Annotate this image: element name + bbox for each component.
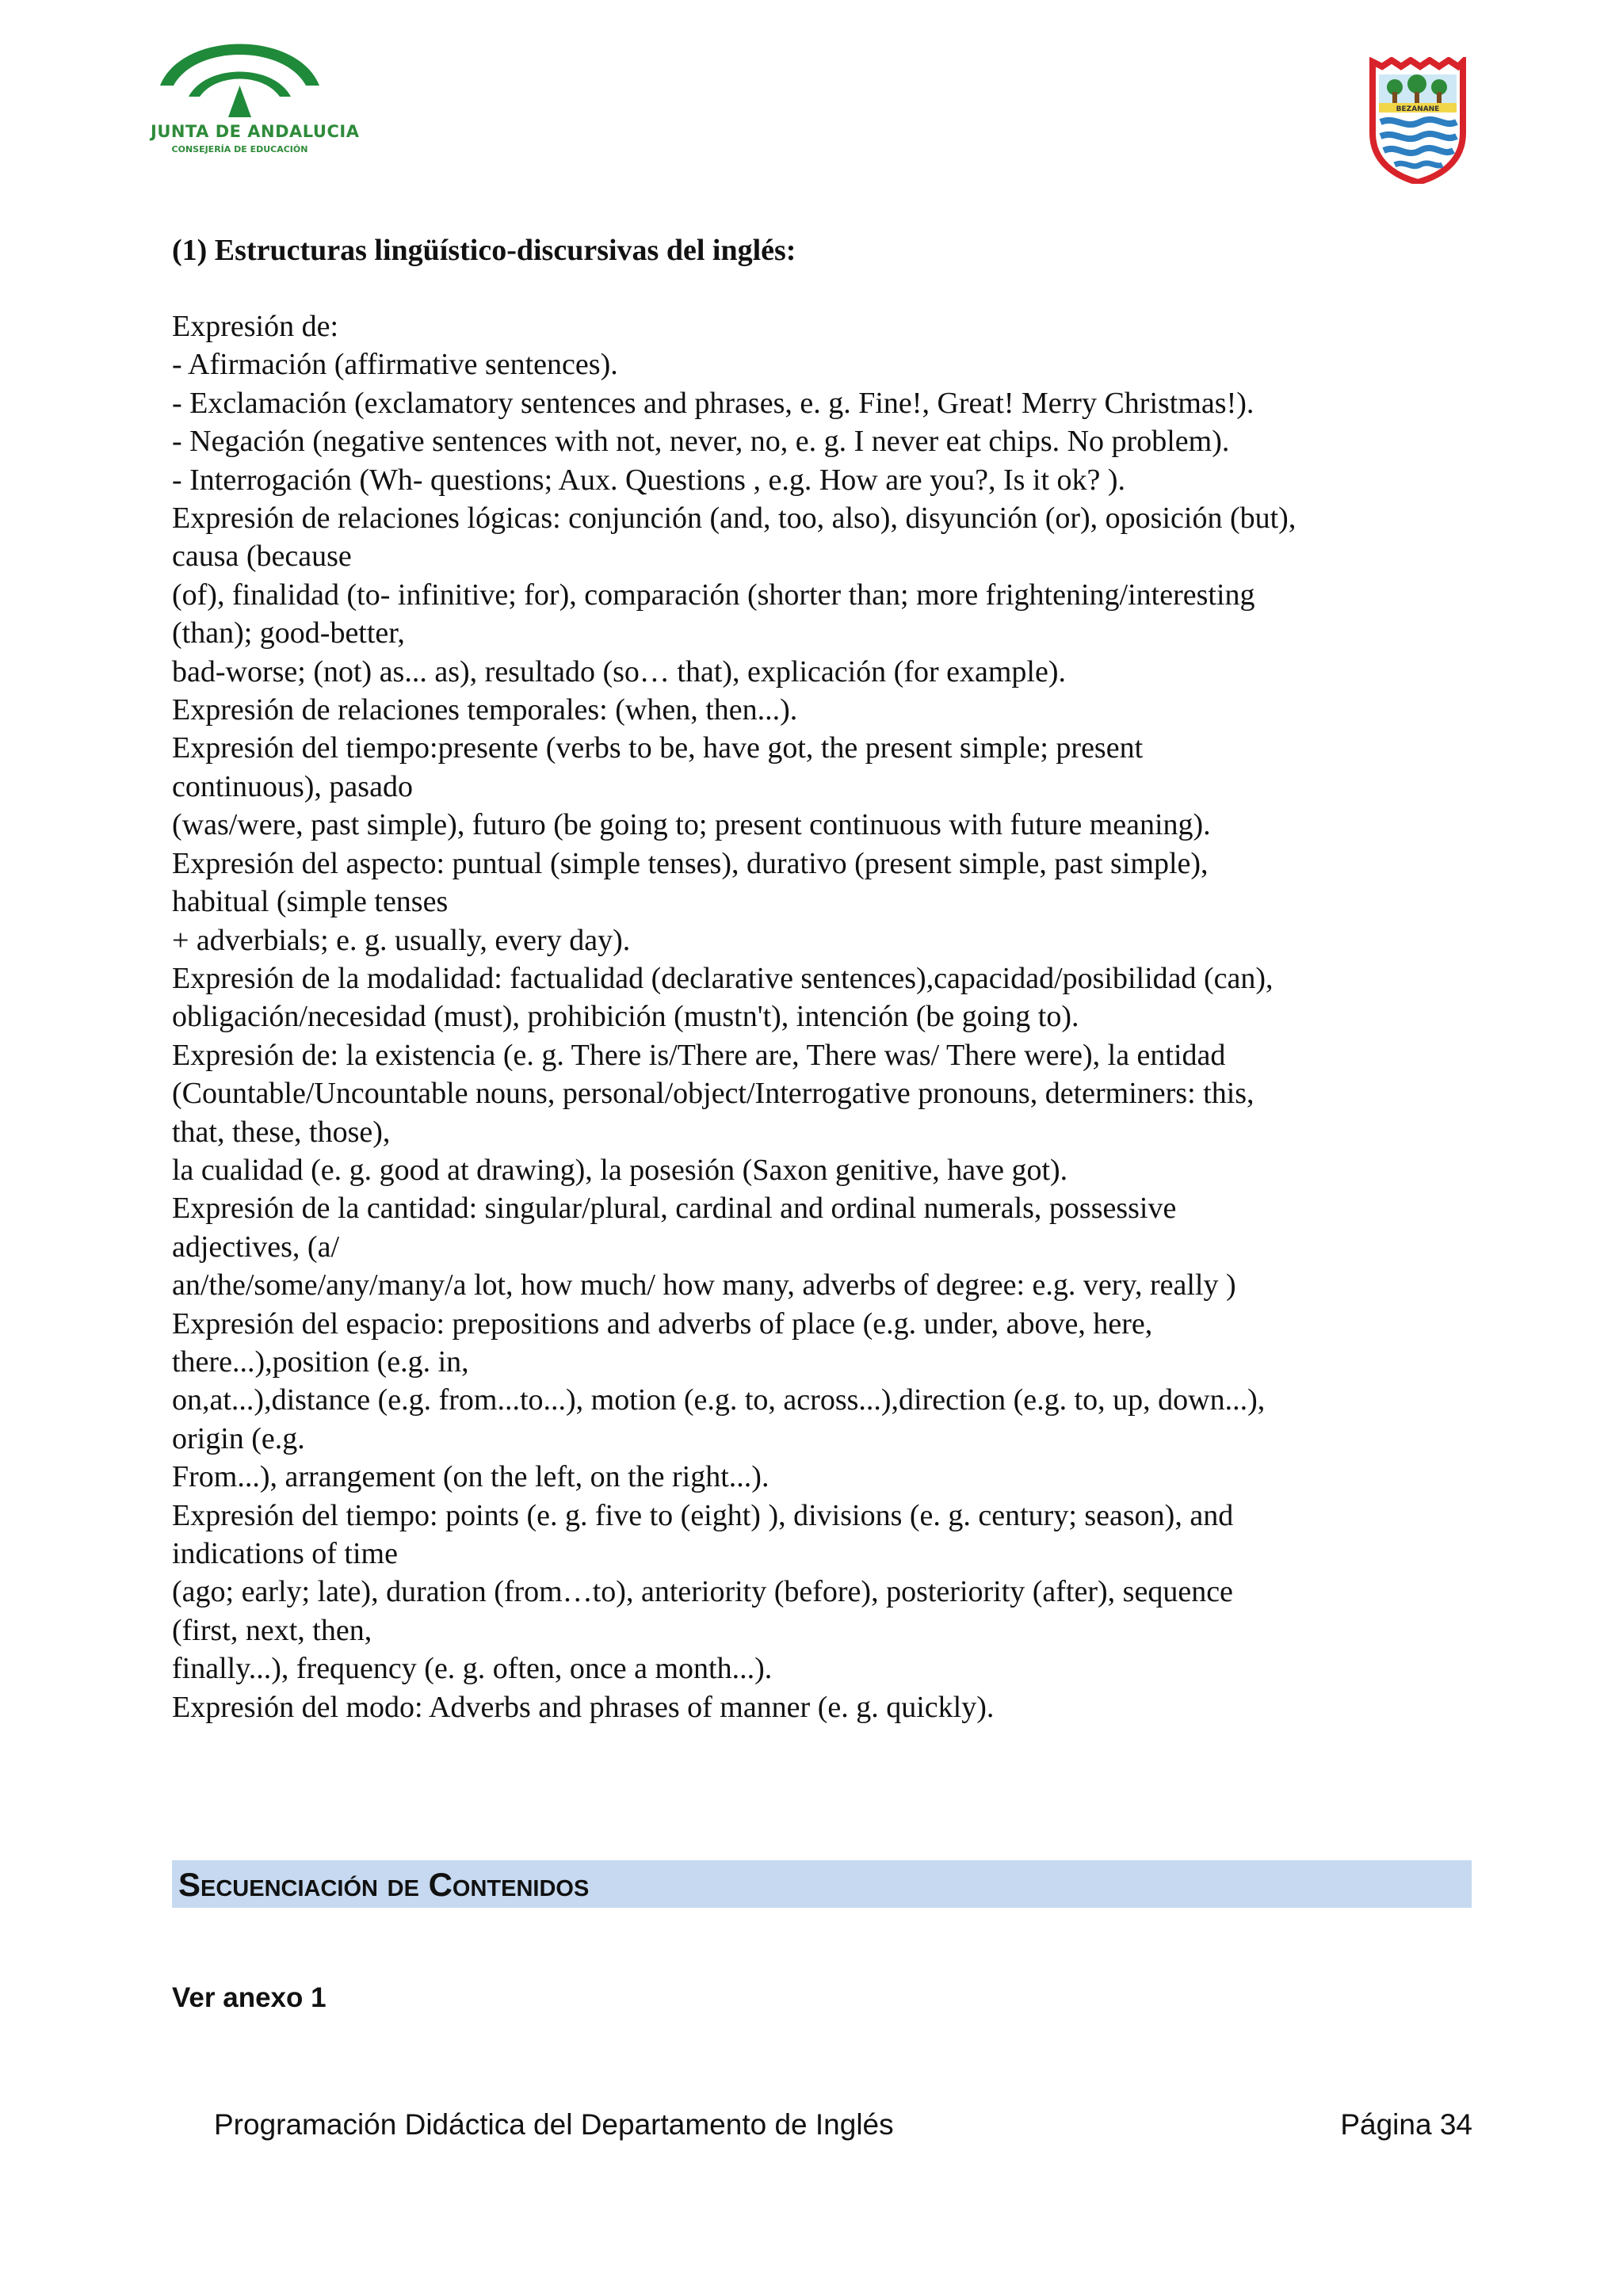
crest-shield-icon: [1368, 57, 1468, 184]
body-line: - Negación (negative sentences with not, never, no, e. g. I never eat chips. No problem).: [172, 425, 1230, 459]
body-line: (first, next, then,: [172, 1613, 372, 1647]
body-line: Expresión del tiempo: points (e. g. five to (eight) ), divisions (e. g. century; season), and: [172, 1498, 1234, 1532]
crest-text: BEZANANE: [1396, 105, 1440, 113]
body-line: there...),position (e.g. in,: [172, 1344, 469, 1379]
body-line: continuous), pasado: [172, 769, 413, 803]
body-line: Expresión de: la existencia (e. g. There is/There are, There was/ There were), la entidad: [172, 1038, 1226, 1072]
body-line: - Interrogación (Wh- questions; Aux. Questions , e.g. How are you?, Is it ok? ).: [172, 463, 1126, 497]
body-line: Expresión del modo: Adverbs and phrases of manner (e. g. quickly).: [172, 1690, 995, 1724]
school-crest: [1368, 57, 1468, 184]
body-line: causa (because: [172, 540, 352, 574]
body-line: obligación/necesidad (must), prohibición (mustn't), intención (be going to).: [172, 1000, 1079, 1034]
body-line: From...), arrangement (on the left, on the right...).: [172, 1460, 769, 1494]
body-line: (of), finalidad (to- infinitive; for), comparación (shorter than; more frightening/interesting: [172, 578, 1255, 612]
body-line: Expresión del espacio: prepositions and adverbs of place (e.g. under, above, here,: [172, 1306, 1153, 1341]
body-line: la cualidad (e. g. good at drawing), la posesión (Saxon genitive, have got).: [172, 1153, 1068, 1187]
footer-document-title: Programación Didáctica del Departamento de Inglés: [214, 2108, 894, 2141]
section-heading: (1) Estructuras lingüístico-discursivas del inglés:: [172, 234, 796, 267]
body-line: an/the/some/any/many/a lot, how much/ how many, adverbs of degree: e.g. very, really ): [172, 1268, 1236, 1302]
body-line: indications of time: [172, 1537, 398, 1570]
body-line: habitual (simple tenses: [172, 885, 449, 919]
linguistic-structures-section: [172, 231, 1472, 1726]
junta-andalucia-logo: [151, 24, 360, 158]
body-line: Expresión de relaciones lógicas: conjunción (and, too, also), disyunción (or), oposición (but),: [172, 502, 1296, 536]
body-line: Expresión del aspecto: puntual (simple tenses), durativo (present simple, past simple),: [172, 846, 1209, 880]
body-line: - Exclamación (exclamatory sentences and phrases, e. g. Fine!, Great! Merry Christmas!).: [172, 386, 1254, 420]
logo-name: JUNTA DE ANDALUCIA: [151, 122, 360, 141]
body-line: - Afirmación (affirmative sentences).: [172, 348, 618, 382]
body-line: origin (e.g.: [172, 1421, 305, 1455]
body-line: (was/were, past simple), futuro (be going to; present continuous with future meaning).: [172, 808, 1211, 842]
body-line: that, these, those),: [172, 1115, 391, 1149]
structures-body: [172, 307, 1472, 1726]
section-title-bar: [172, 1860, 1472, 1908]
body-line: adjectives, (a/: [172, 1230, 340, 1264]
body-line: (than); good-better,: [172, 616, 405, 650]
body-line: bad-worse; (not) as... as), resultado (so… that), explicación (for example).: [172, 654, 1066, 688]
section-title: Secuenciación de Contenidos: [178, 1866, 590, 1903]
annex-reference: Ver anexo 1: [172, 1982, 327, 2013]
junta-andalucia-emblem-icon: [151, 24, 329, 123]
body-line: Expresión de la modalidad: factualidad (declarative sentences),capacidad/posibilidad (can),: [172, 961, 1274, 995]
body-line: Expresión del tiempo:presente (verbs to be, have got, the present simple; present: [172, 731, 1144, 765]
logo-subtitle: CONSEJERÍA DE EDUCACIÓN: [171, 144, 308, 154]
body-line: + adverbials; e. g. usually, every day).: [172, 923, 631, 957]
body-line: (ago; early; late), duration (from…to), anteriority (before), posteriority (after), sequence: [172, 1575, 1233, 1609]
body-line: Expresión de relaciones temporales: (when, then...).: [172, 693, 798, 727]
body-line: (Countable/Uncountable nouns, personal/object/Interrogative pronouns, determiners: this,: [172, 1077, 1254, 1111]
body-line: Expresión de:: [172, 310, 339, 343]
body-line: on,at...),distance (e.g. from...to...), motion (e.g. to, across...),direction (e.g. to, up, down...),: [172, 1383, 1266, 1417]
body-line: finally...), frequency (e. g. often, once a month...).: [172, 1652, 773, 1686]
body-line: Expresión de la cantidad: singular/plural, cardinal and ordinal numerals, possessive: [172, 1192, 1177, 1226]
footer-page-number: Página 34: [1340, 2108, 1472, 2141]
